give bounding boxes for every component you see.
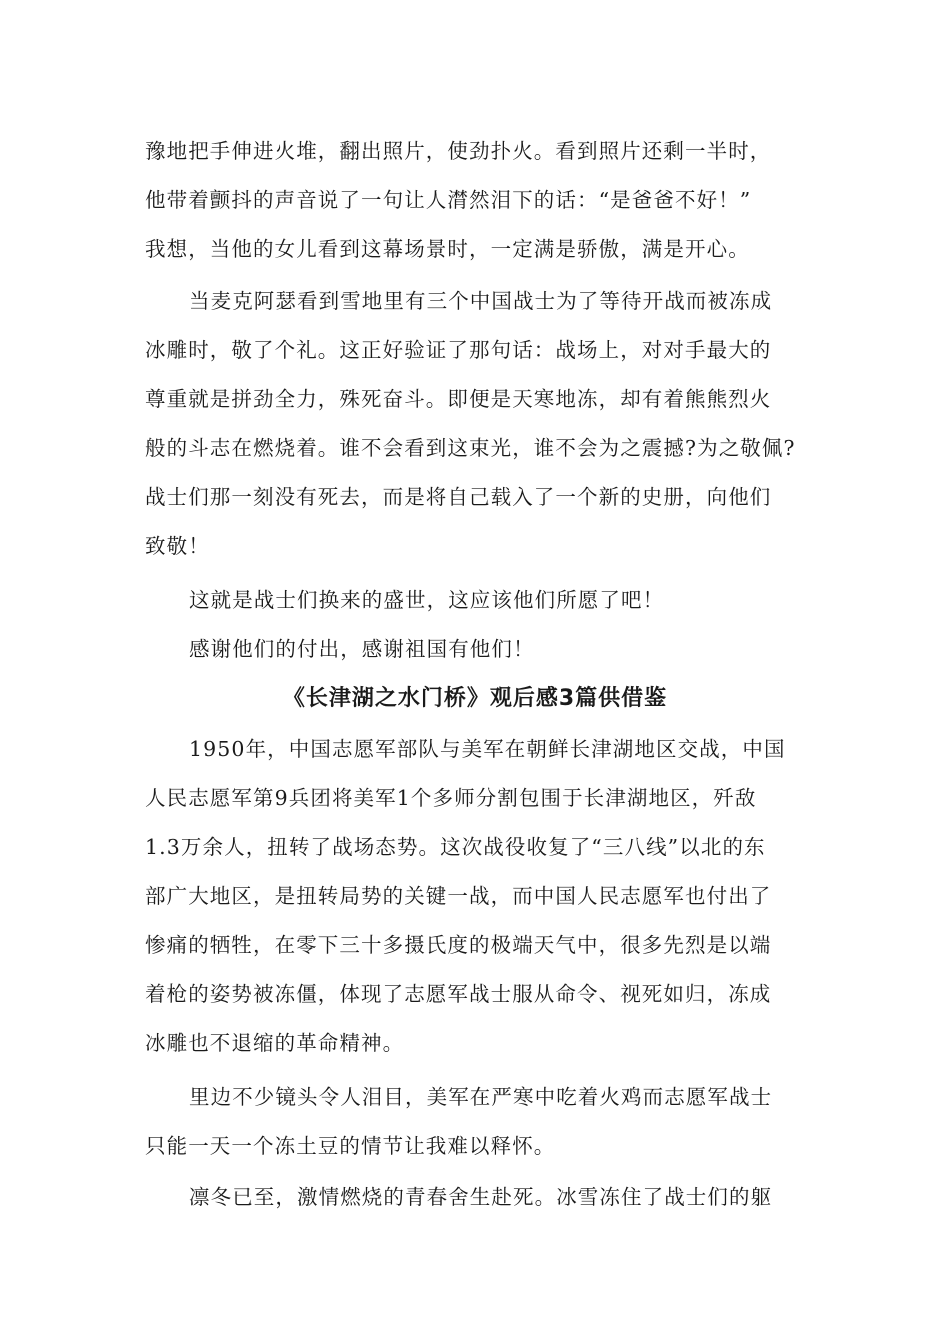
text-line: 般的斗志在燃烧着。谁不会看到这束光，谁不会为之震撼?为之敬佩? bbox=[145, 436, 796, 460]
text-line: 1.3万余人，扭转了战场态势。这次战役收复了“三八线”以北的东 bbox=[145, 835, 766, 859]
text-line: 部广大地区，是扭转局势的关键一战，而中国人民志愿军也付出了 bbox=[145, 884, 772, 908]
paragraph-macarthur bbox=[145, 277, 815, 571]
text-line: 他带着颤抖的声音说了一句让人潸然泪下的话：“是爸爸不好！” bbox=[145, 188, 752, 212]
text-line: 着枪的姿势被冻僵，体现了志愿军战士服从命令、视死如归，冻成 bbox=[145, 982, 772, 1006]
text-line: 冰雕也不退缩的革命精神。 bbox=[145, 1031, 405, 1055]
paragraph-prosperity bbox=[145, 576, 815, 625]
paragraph-gratitude bbox=[145, 625, 815, 674]
text-line: 我想，当他的女儿看到这幕场景时，一定满是骄傲，满是开心。 bbox=[145, 237, 750, 261]
text-line: 这就是战士们换来的盛世，这应该他们所愿了吧！ bbox=[189, 588, 665, 612]
text-line: 1950年，中国志愿军部队与美军在朝鲜长津湖地区交战，中国 bbox=[189, 737, 786, 761]
text-line: 感谢他们的付出，感谢祖国有他们！ bbox=[189, 637, 535, 661]
text-line: 当麦克阿瑟看到雪地里有三个中国战士为了等待开战而被冻成 bbox=[189, 289, 773, 313]
text-line: 凛冬已至，激情燃烧的青春舍生赴死。冰雪冻住了战士们的躯 bbox=[189, 1185, 773, 1209]
text-line: 致敬！ bbox=[145, 534, 210, 558]
text-line: 只能一天一个冻土豆的情节让我难以释怀。 bbox=[145, 1134, 556, 1158]
paragraph-history bbox=[145, 725, 815, 1068]
paragraph-winter bbox=[145, 1173, 815, 1222]
text-line: 尊重就是拼劲全力，殊死奋斗。即便是天寒地冻，却有着熊熊烈火 bbox=[145, 387, 772, 411]
text-line: 惨痛的牺牲，在零下三十多摄氏度的极端天气中，很多先烈是以端 bbox=[145, 933, 772, 957]
text-line: 里边不少镜头令人泪目，美军在严寒中吃着火鸡而志愿军战士 bbox=[189, 1085, 773, 1109]
article-title: 《长津湖之水门桥》观后感3篇供借鉴 bbox=[282, 686, 668, 711]
text-line: 战士们那一刻没有死去，而是将自己载入了一个新的史册，向他们 bbox=[145, 485, 772, 509]
text-line: 冰雕时，敬了个礼。这正好验证了那句话：战场上，对对手最大的 bbox=[145, 338, 772, 362]
paragraph-continuation bbox=[145, 127, 815, 274]
text-line: 人民志愿军第9兵团将美军1个多师分割包围于长津湖地区，歼敌 bbox=[145, 786, 757, 810]
paragraph-scenes bbox=[145, 1073, 815, 1171]
text-line: 豫地把手伸进火堆，翻出照片，使劲扑火。看到照片还剩一半时， bbox=[145, 139, 772, 163]
